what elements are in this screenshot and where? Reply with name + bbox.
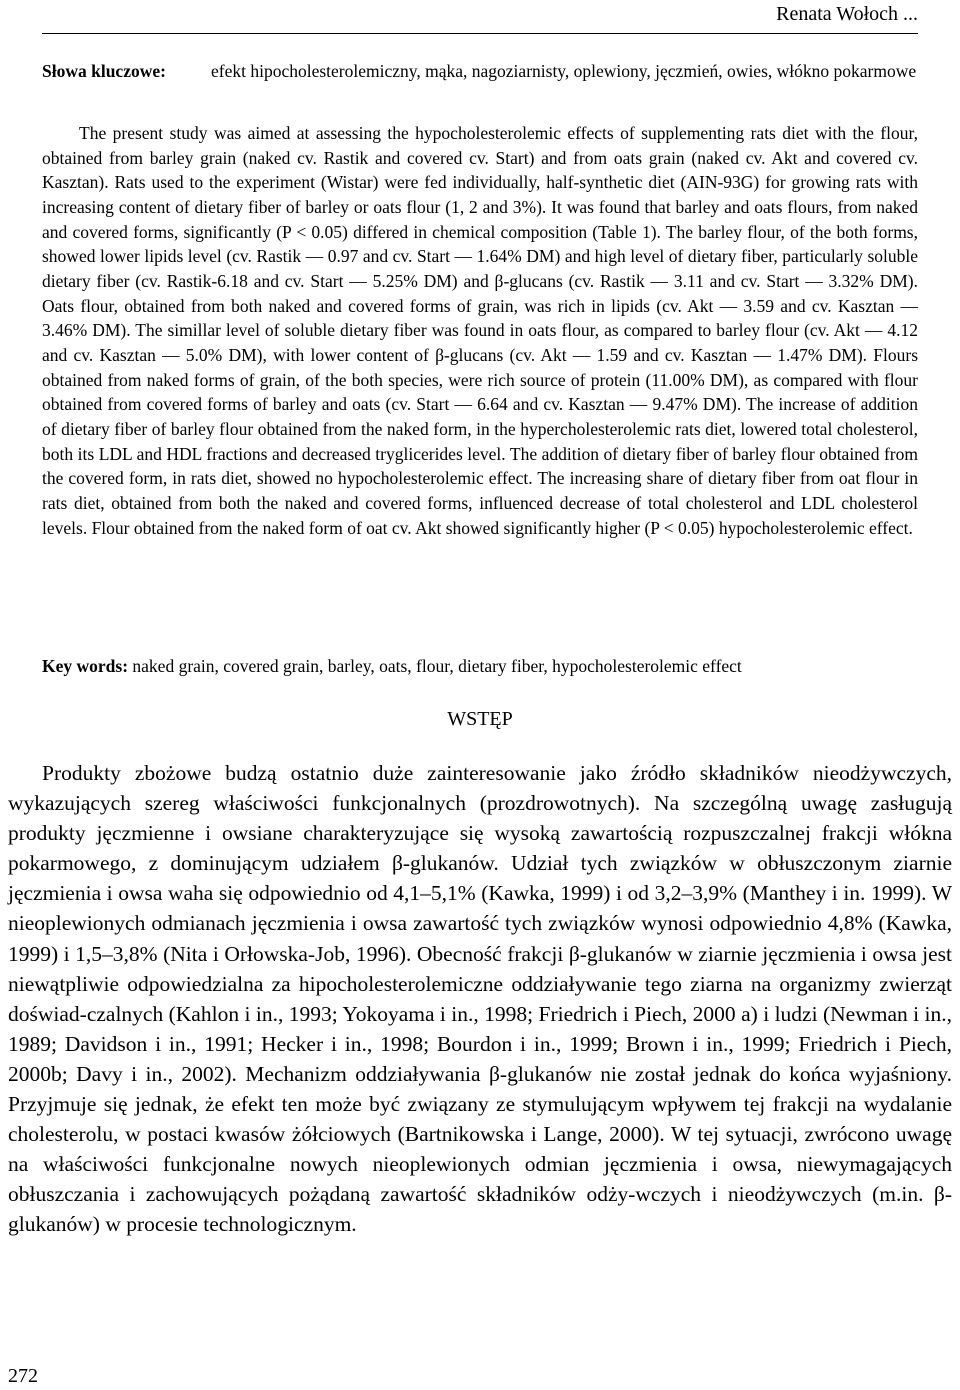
keywords-polish-value: efekt hipocholesterolemiczny, mąka, nagoziarnisty, oplewiony, jęczmień, owies, włókno pokarmowe	[211, 61, 917, 81]
keywords-english	[42, 654, 918, 678]
keywords-english-label: Key words:	[42, 656, 129, 676]
keywords-polish-label: Słowa kluczowe:	[42, 61, 166, 81]
keywords-english-value: naked grain, covered grain, barley, oats, flour, dietary fiber, hypocholesterolemic effect	[128, 656, 742, 676]
page-number: 272	[8, 1365, 38, 1387]
running-header: Renata Wołoch ...	[776, 3, 918, 25]
introduction-paragraph: Produkty zbożowe budzą ostatnio duże zainteresowanie jako źródło składników nieodżywczych, wykazujących szereg właściwości funkcjonalnych (prozdrowotnych). Na szczególną uwagę zasługują produkty jęczmienne i owsiane charakteryzujące się wysoką zawartością rozpuszczalnej frakcji włókna pokarmowego, z dominującym udziałem β-glukanów. Udział tych związków w obłuszczonym ziarnie jęczmienia i owsa waha się odpowiednio od 4,1–5,1% (Kawka, 1999) i od 3,2–3,9% (Manthey i in. 1999). W nieoplewionych odmianach jęczmienia i owsa zawartość tych związków wynosi odpowiednio 4,8% (Kawka, 1999) i 1,5–3,8% (Nita i Orłowska-Job, 1996). Obecność frakcji β-glukanów w ziarnie jęczmienia i owsa jest niewątpliwie odpowiedzialna za hipocholesterolemiczne oddziaływanie tego ziarna na organizmy zwierząt doświad-czalnych (Kahlon i in., 1993; Yokoyama i in., 1998; Friedrich i Piech, 2000 a) i ludzi (Newman i in., 1989; Davidson i in., 1991; Hecker i in., 1998; Bourdon i in., 1999; Brown i in., 1999; Friedrich i Piech, 2000b; Davy i in., 2002). Mechanizm oddziaływania β-glukanów nie został jednak do końca wyjaśniony. Przyjmuje się jednak, że efekt ten może być związany ze stymulującym wpływem tej frakcji na wydalanie cholesterolu, w postaci kwasów żółciowych (Bartnikowska i Lange, 2000). W tej sytuacji, zwrócono uwagę na właściwości funkcjonalne nowych nieoplewionych odmian jęczmienia i owsa, niewymagających obłuszczania i zachowujących pożądaną zawartość składników odży-wczych i nieodżywczych (m.in. β-glukanów) w procesie technologicznym.	[8, 761, 952, 1237]
abstract-english: The present study was aimed at assessing the hypocholesterolemic effects of supplementing rats diet with the flour, obtained from barley grain (naked cv. Rastik and covered cv. Start) and from oats grain (naked cv. Akt and covered cv. Kasztan). Rats used to the experiment (Wistar) were fed individually, half-synthetic diet (AIN-93G) for growing rats with increasing content of dietary fiber of barley or oats flour (1, 2 and 3%). It was found that barley and oats flours, from naked and covered forms, significantly (P < 0.05) differed in chemical composition (Table 1). The barley flour, of the both forms, showed lower lipids level (cv. Rastik — 0.97 and cv. Start — 1.64% DM) and high level of dietary fiber, particularly soluble dietary fiber (cv. Rastik-6.18 and cv. Start — 5.25% DM) and β-glucans (cv. Rastik — 3.11 and cv. Start — 3.32% DM). Oats flour, obtained from both naked and covered forms of grain, was rich in lipids (cv. Akt — 3.59 and cv. Kasztan — 3.46% DM). The simillar level of soluble dietary fiber was found in oats flour, as compared to barley flour (cv. Akt — 4.12 and cv. Kasztan — 5.0% DM), with lower content of β-glucans (cv. Akt — 1.59 and cv. Kasztan — 1.47% DM). Flours obtained from naked forms of grain, of the both species, were rich source of protein (11.00% DM), as compared with flour obtained from covered forms of barley and oats (cv. Start — 6.64 and cv. Kasztan — 9.47% DM). The increase of addition of dietary fiber of barley flour obtained from the naked form, in the hypercholesterolemic rats diet, lowered total cholesterol, both its LDL and HDL fractions and decreased tryglicerides level. The addition of dietary fiber of barley flour obtained from the covered form, in rats diet, showed no hypocholesterolemic effect. The increasing share of dietary fiber from oat flour in rats diet, obtained from both the naked and covered forms, influenced decrease of total cholesterol and LDL cholesterol levels. Flour obtained from the naked form of oat cv. Akt showed significantly higher (P < 0.05) hypocholesterolemic effect.	[42, 123, 918, 538]
section-heading: WSTĘP	[447, 708, 513, 730]
header-rule	[42, 33, 918, 34]
keywords-polish	[42, 59, 918, 83]
